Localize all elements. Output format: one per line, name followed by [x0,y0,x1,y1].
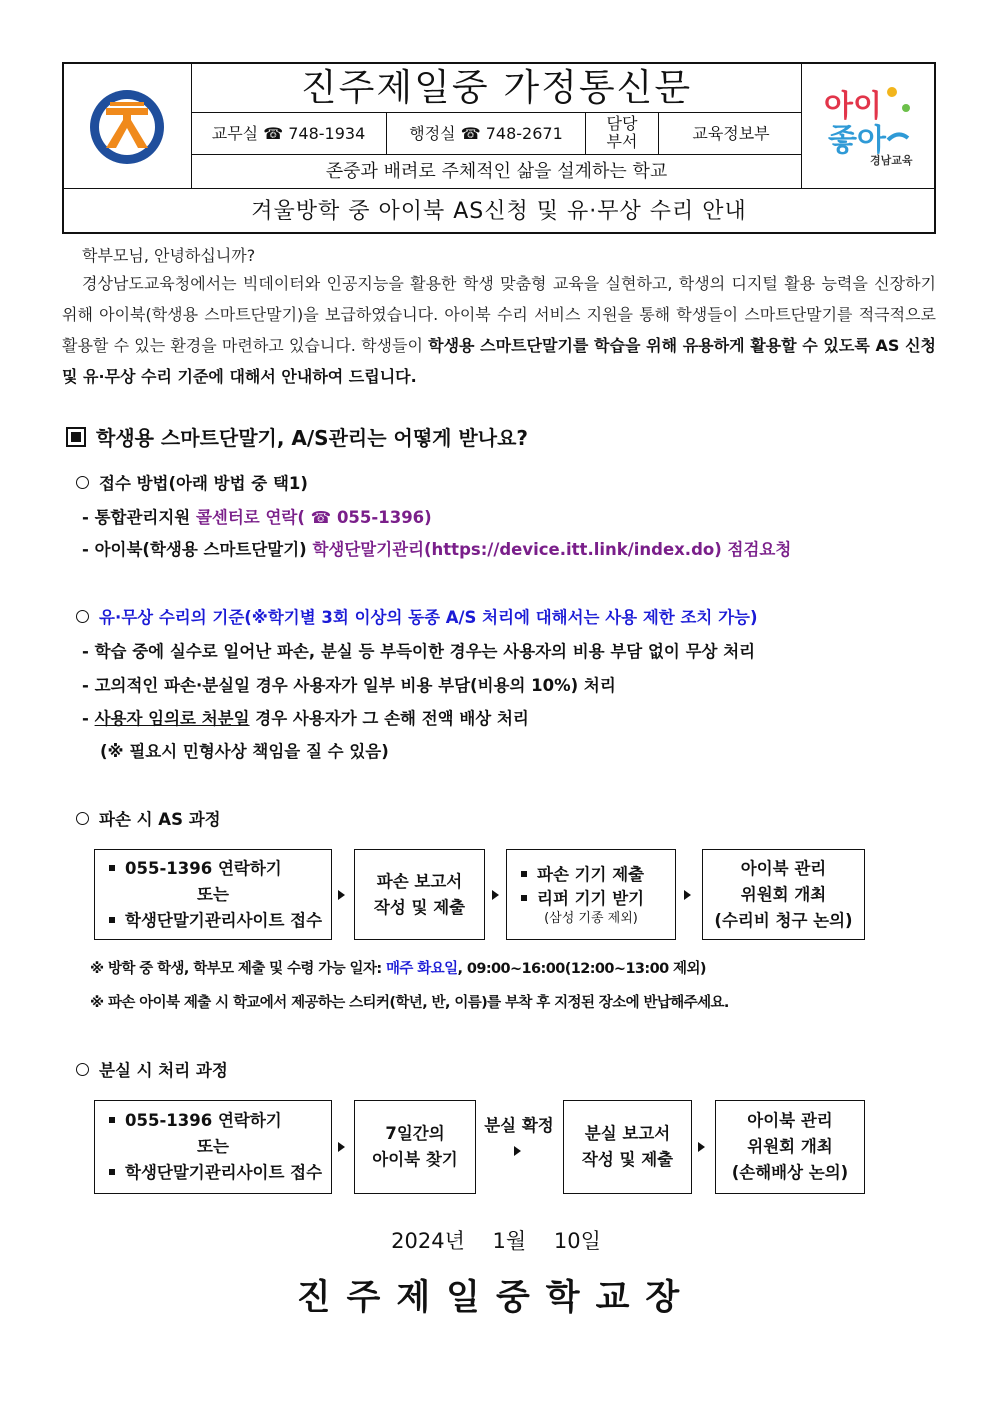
loss-heading: 분실 시 처리 과정 [76,1059,228,1083]
arrow-right-icon [338,890,345,900]
arrow-right-icon [492,890,499,900]
arrow-right-icon [514,1146,521,1156]
criteria-item-full: - 사용자 임의로 처분일 경우 사용자가 그 손해 전액 배상 처리 [82,709,529,728]
damage-step-committee: 아이북 관리 위원회 개최 (수리비 청구 논의) [702,849,865,940]
damage-heading: 파손 시 AS 과정 [76,808,221,832]
criteria-item-partial: - 고의적인 파손·분실일 경우 사용자가 일부 비용 부담(비용의 10%) 처리 [82,676,616,695]
loss-step-search: 7일간의 아이북 찾기 [354,1100,476,1194]
mascot-text-1: 아이 [824,89,882,124]
mascot-caption: 경남교육 [870,154,913,167]
criteria-heading: 유·무상 수리의 기준(※학기별 3회 이상의 동종 A/S 처리에 대해서는 사용 제한 조치 가능) [76,606,758,630]
loss-step-contact: 055-1396 연락하기 또는 학생단말기관리사이트 접수 [94,1100,332,1194]
newsletter-header [62,62,936,234]
phone-icon: ☎ [460,124,481,143]
notice-subject: 겨울방학 중 아이북 AS신청 및 유·무상 수리 안내 [64,188,934,235]
circle-bullet-icon [76,476,89,489]
intake-item-site: - 아이북(학생용 스마트단말기) 학생단말기관리(https://device.itt.link/index.do) 점검요청 [82,540,792,559]
office2-contact [387,113,586,154]
circle-bullet-icon [76,610,89,623]
section-title: 학생용 스마트단말기, A/S관리는 어떻게 받나요? [66,424,528,452]
sticker-note: ※ 파손 아이북 제출 시 학교에서 제공하는 스티커(학년, 반, 이름)를 부착 후 지정된 장소에 반납해주세요. [90,995,729,1011]
circle-bullet-icon [76,812,89,825]
page-title: 진주제일중 가정통신문 [191,64,802,113]
square-bullet-icon [521,895,527,901]
intake-heading: 접수 방법(아래 방법 중 택1) [76,472,308,496]
square-bullet-icon [109,865,115,871]
greeting: 학부모님, 안녕하십니까? [82,246,256,265]
contact-row [191,113,802,155]
square-bullet-icon [521,871,527,877]
criteria-legal-note: (※ 필요시 민형사상 책임을 질 수 있음) [100,742,389,761]
square-bullet-icon [109,1117,115,1123]
loss-confirm-label: 분실 확정 [484,1116,554,1135]
arrow-right-icon [698,1142,705,1152]
tuesday-highlight: 매주 화요일 [386,961,458,977]
dept-name: 교육정보부 [692,124,770,143]
circle-bullet-icon [76,1063,89,1076]
phone-icon: ☎ [263,124,284,143]
criteria-item-free: - 학습 중에 실수로 일어난 파손, 분실 등 부득이한 경우는 사용자의 비용 부담 없이 무상 처리 [82,642,756,661]
school-logo-icon [64,64,191,188]
intro-plain: 경상남도교육청에서는 빅데이터와 인공지능을 활용한 학생 맞춤형 교육을 실현하고, 학생의 디지털 활용 능력을 신장하기 위해 아이북(학생용 스마트단말기)을 보급하였습니다. 아이북 수리 서비스 지원을 통해 학생들이 스마트단말기를 적극적으로 활용할 수 있는 환경을 마련하고 있습니다. 학생들이 [62,274,936,355]
loss-step-report: 분실 보고서 작성 및 제출 [563,1100,692,1194]
intake-item-callcenter: - 통합관리지원 콜센터로 연락( ☎ 055-1396) [82,508,432,527]
callcenter-highlight: 콜센터로 연락( ☎ 055-1396) [195,508,432,527]
dept-label: 담당 부서 [586,113,659,154]
damage-step-report: 파손 보고서 작성 및 제출 [354,849,485,940]
mascot-logo-icon [802,64,934,188]
school-logo-cell [64,64,192,188]
loss-step-committee: 아이북 관리 위원회 개최 (손해배상 논의) [715,1100,865,1194]
damage-step-contact: 055-1396 연락하기 또는 학생단말기관리사이트 접수 [94,849,332,940]
site-link-highlight: 학생단말기관리(https://device.itt.link/index.do) 점검요청 [312,540,792,559]
mascot-text-2: 좋아 [828,123,886,158]
arrow-right-icon [684,890,691,900]
arrow-right-icon [338,1142,345,1152]
office1-contact [191,113,387,154]
intro-bold: 학생용 스마트단말기를 학습을 위해 유용하게 활용할 수 있도록 AS 신청 및 유·무상 수리 기준에 대해서 안내하여 드립니다. [62,336,936,386]
square-bullet-icon [109,1169,115,1175]
damage-step-refurb: 파손 기기 제출 리퍼 기기 받기 (삼성 기종 제외) [506,849,676,940]
header-middle [191,64,802,188]
square-bullet-icon [66,427,86,447]
submission-schedule-note: ※ 방학 중 학생, 학부모 제출 및 수령 가능 일자: 매주 화요일, 09:00~16:00(12:00~13:00 제외) [90,961,706,977]
office1-phone: 748-1934 [288,124,366,143]
intro-paragraph [62,268,936,392]
square-bullet-icon [109,917,115,923]
office2-phone: 748-2671 [485,124,563,143]
issue-date: 2024년 1월 10일 [391,1229,601,1253]
mascot-logo-cell [801,64,934,188]
office2-label: 행정실 [409,124,456,143]
disposal-underline: 사용자 임의로 처분일 [94,709,250,728]
office1-label: 교무실 [211,124,259,143]
school-motto: 존중과 배려로 주체적인 삶을 설계하는 학교 [325,161,668,182]
principal-signature: 진주제일중학교장 [296,1278,696,1318]
